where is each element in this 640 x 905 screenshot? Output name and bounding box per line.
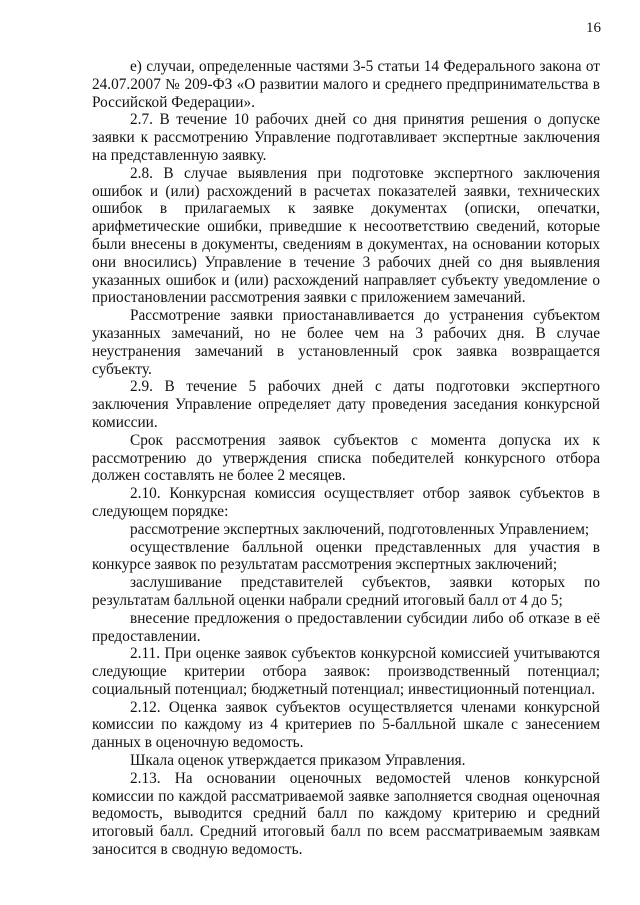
paragraph-suspension: Рассмотрение заявки приостанавливается до устранения субъектом указанных замечаний, но не более чем на 3 рабочих дня. В случае неустранения замечаний в установленный срок заявка возвращается субъекту.	[92, 307, 600, 378]
paragraph-2-12: 2.12. Оценка заявок субъектов осуществляется членами конкурсной комиссии по каждому из 4 критериев по 5-балльной шкале с занесением данных в оценочную ведомость.	[92, 698, 600, 752]
paragraph-2-11: 2.11. При оценке заявок субъектов конкурсной комиссией учитываются следующие критерии отбора заявок: производственный потенциал; социальный потенциал; бюджетный потенциал; инвестиционный потенциал.	[92, 645, 600, 698]
paragraph-2-7: 2.7. В течение 10 рабочих дней со дня принятия решения о допуске заявки к рассмотрению Управление подготавливает экспертные заключения на представленную заявку.	[92, 111, 600, 164]
page-number: 16	[586, 20, 601, 36]
paragraph-2-9: 2.9. В течение 5 рабочих дней с даты подготовки экспертного заключения Управление определяет дату проведения заседания конкурсной комиссии.	[92, 378, 600, 431]
paragraph-2-13: 2.13. На основании оценочных ведомостей членов конкурсной комиссии по каждой рассматриваемой заявке заполняется сводная оценочная ведомость, выводится средний балл по каждому критерию и средний итоговый балл. Средний итоговый балл по всем рассматриваемым заявкам заносится в сводную ведомость.	[92, 769, 600, 859]
paragraph-2-8: 2.8. В случае выявления при подготовке экспертного заключения ошибок и (или) расхождений в расчетах показателей заявки, технических ошибок в прилагаемых к заявке документах (описки, опечатки, арифметические ошибки, приведшие к несоответствию сведений, которые были внесены в документы, сведениям в документах, на основании которых они вносились) Управление в течение 3 рабочих дней со дня выявления указанных ошибок и (или) расхождений направляет субъекту уведомление о приостановлении рассмотрения заявки с приложением замечаний.	[92, 164, 600, 307]
paragraph-scale: Шкала оценок утверждается приказом Управления.	[130, 752, 466, 770]
paragraph-step-scoring: осуществление балльной оценки представленных для участия в конкурсе заявок по результатам рассмотрения экспертных заключений;	[92, 538, 600, 574]
paragraph-step-proposal: внесение предложения о предоставлении субсидии либо об отказе в её предоставлении.	[92, 609, 600, 645]
paragraph-step-hearing: заслушивание представителей субъектов, заявки которых по результатам балльной оценки набрали средний итоговый балл от 4 до 5;	[92, 574, 600, 609]
paragraph-case-e: е) случаи, определенные частями 3-5 статьи 14 Федерального закона от 24.07.2007 № 209-ФЗ «О развитии малого и среднего предпринимательства в Российской Федерации».	[92, 58, 600, 111]
paragraph-step-review: рассмотрение экспертных заключений, подготовленных Управлением;	[130, 520, 590, 538]
document-body	[92, 58, 600, 859]
paragraph-review-term: Срок рассмотрения заявок субъектов с момента допуска их к рассмотрению до утверждения списка победителей конкурсного отбора должен составлять не более 2 месяцев.	[92, 431, 600, 485]
paragraph-2-10: 2.10. Конкурсная комиссия осуществляет отбор заявок субъектов в следующем порядке:	[92, 485, 600, 520]
